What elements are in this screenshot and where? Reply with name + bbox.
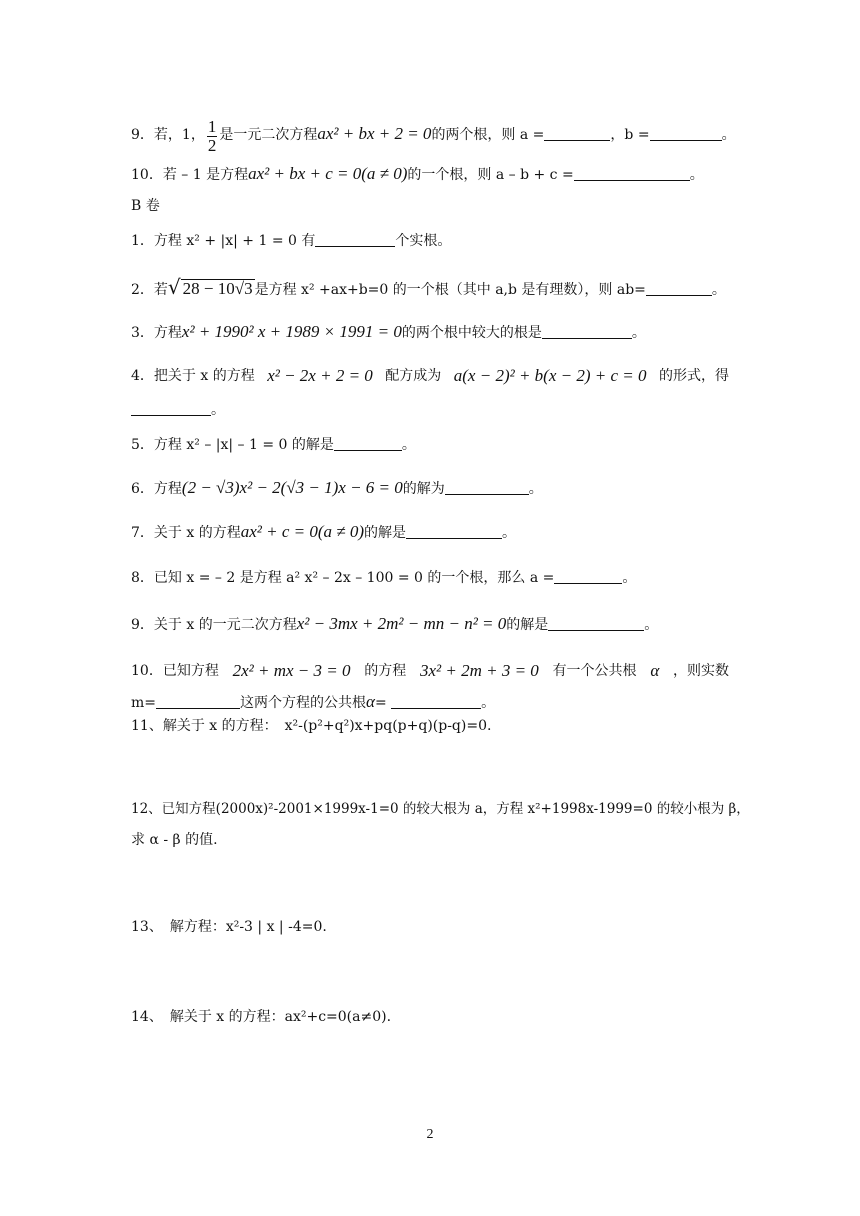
- b3-equation: x² + 1990² x + 1989 × 1991 = 0: [181, 322, 402, 341]
- answer-blank[interactable]: [131, 401, 211, 416]
- alpha-symbol: α: [366, 692, 375, 711]
- b3-prefix: 3．方程: [131, 325, 182, 341]
- b5-text: 5．方程 x² – |x| – 1 = 0 的解是: [131, 437, 334, 453]
- question-10-a: [131, 164, 731, 185]
- b3-after: 的两个根中较大的根是: [401, 325, 542, 341]
- question-b12-line2: 求 α - β 的值.: [131, 832, 218, 848]
- question-b12-line1: 12、已知方程(2000x)²-2001×1999x-1=0 的较大根为 a，方程 x²+1998x-1999=0 的较小根为 β，: [131, 801, 750, 817]
- q10-after: 的一个根，则 a – b + c =: [407, 167, 574, 183]
- question-b10: [131, 661, 729, 681]
- b2-prefix: 2．若: [131, 282, 168, 298]
- question-b5: [131, 435, 731, 455]
- frac-num: 1: [207, 117, 217, 136]
- answer-blank[interactable]: [315, 232, 395, 247]
- b10-end: 。: [481, 695, 496, 711]
- q9-end: 。: [721, 127, 736, 143]
- b2-end: 。: [711, 282, 726, 298]
- b9-end: 。: [644, 617, 659, 633]
- question-b6: [131, 478, 731, 499]
- b9-prefix: 9．关于 x 的一元二次方程: [131, 617, 297, 633]
- b10-equation-2: 3x² + 2m + 3 = 0: [419, 661, 539, 680]
- b6-end: 。: [528, 481, 543, 497]
- b7-after: 的解是: [364, 525, 406, 541]
- question-b4-cont: [131, 400, 731, 420]
- b4-equation: x² − 2x + 2 = 0: [267, 366, 373, 385]
- question-b4: [131, 366, 729, 386]
- q9-mid: 是一元二次方程: [219, 127, 318, 143]
- q10-equation: ax² + bx + c = 0(a ≠ 0): [248, 164, 408, 183]
- question-b7: [131, 522, 731, 543]
- b6-equation: (2 − √3)x² − 2(√3 − 1)x − 6 = 0: [181, 478, 403, 497]
- question-b9: [131, 614, 731, 635]
- b4-prefix: 4．把关于 x 的方程: [131, 368, 255, 384]
- b6-after: 的解为: [402, 481, 445, 497]
- question-b11: 11、解关于 x 的方程： x²-(p²+q²)x+pq(p+q)(p-q)=0.: [131, 718, 492, 734]
- b10-eq-sign: =: [374, 695, 387, 711]
- answer-blank[interactable]: [548, 616, 644, 631]
- b2-after: 是方程 x² +ax+b=0 的一个根（其中 a,b 是有理数），则 ab=: [254, 282, 646, 298]
- b8-text: 8．已知 x = – 2 是方程 a² x² – 2x – 100 = 0 的一个根，那么 a =: [131, 570, 555, 586]
- answer-blank[interactable]: [650, 126, 722, 141]
- question-b8: [131, 568, 731, 588]
- b3-end: 。: [631, 325, 646, 341]
- radical-sign: √: [167, 275, 181, 299]
- q9-sep: ，b =: [610, 127, 650, 143]
- b6-prefix: 6．方程: [131, 481, 182, 497]
- section-b-title: B 卷: [131, 198, 160, 214]
- answer-blank[interactable]: [544, 126, 610, 141]
- question-b1: [131, 231, 731, 251]
- frac-den: 2: [207, 136, 217, 155]
- answer-blank[interactable]: [542, 324, 632, 339]
- answer-blank[interactable]: [554, 569, 622, 584]
- q10-end: 。: [689, 167, 704, 183]
- b8-end: 。: [622, 570, 637, 586]
- question-b13: 13、 解方程：x²-3 | x | -4=0.: [131, 919, 327, 935]
- b10-line2-mid: 这两个方程的公共根: [240, 695, 367, 711]
- q10-prefix: 10．若 – 1 是方程: [131, 167, 249, 183]
- b9-after: 的解是: [506, 617, 549, 633]
- b10-after: 有一个公共根: [552, 663, 637, 679]
- b4-after: 的形式，得: [659, 368, 729, 384]
- fraction-half: [207, 118, 218, 155]
- answer-blank[interactable]: [574, 166, 690, 181]
- answer-blank[interactable]: [391, 694, 481, 709]
- b7-prefix: 7．关于 x 的方程: [131, 525, 241, 541]
- answer-blank[interactable]: [406, 524, 502, 539]
- answer-blank[interactable]: [334, 436, 402, 451]
- b7-equation: ax² + c = 0(a ≠ 0): [240, 522, 364, 541]
- answer-blank[interactable]: [156, 694, 240, 709]
- b10-tail: ，则实数: [673, 663, 729, 679]
- page-number: 2: [426, 1127, 434, 1142]
- alpha-symbol: α: [650, 661, 660, 680]
- question-9-a: [131, 117, 736, 155]
- question-b14: 14、 解关于 x 的方程：ax²+c=0(a≠0).: [131, 1009, 392, 1025]
- b5-end: 。: [401, 437, 416, 453]
- b2-radicand: 28 − 10√3: [182, 279, 253, 298]
- b10-mid: 的方程: [364, 663, 407, 679]
- q9-prefix: 9．若，1，: [131, 127, 205, 143]
- b4-end: 。: [211, 402, 225, 418]
- q9-equation: ax² + bx + 2 = 0: [317, 124, 432, 143]
- q9-after: 的两个根，则 a =: [431, 127, 545, 143]
- b4-mid: 配方成为: [385, 368, 442, 384]
- b10-m-label: m=: [131, 695, 157, 711]
- question-b10-cont: [131, 692, 731, 713]
- b10-prefix: 10．已知方程: [131, 663, 219, 679]
- answer-blank[interactable]: [445, 480, 529, 495]
- b7-end: 。: [502, 525, 516, 541]
- answer-blank[interactable]: [646, 281, 712, 296]
- b9-equation: x² − 3mx + 2m² − mn − n² = 0: [296, 614, 507, 633]
- b4-form: a(x − 2)² + b(x − 2) + c = 0: [453, 366, 647, 385]
- question-b2: [131, 277, 731, 300]
- question-b3: [131, 322, 731, 343]
- b1-end: 个实根。: [395, 233, 452, 249]
- b1-text: 1．方程 x² + |x| + 1 = 0 有: [131, 233, 316, 249]
- b10-equation-1: 2x² + mx − 3 = 0: [232, 661, 351, 680]
